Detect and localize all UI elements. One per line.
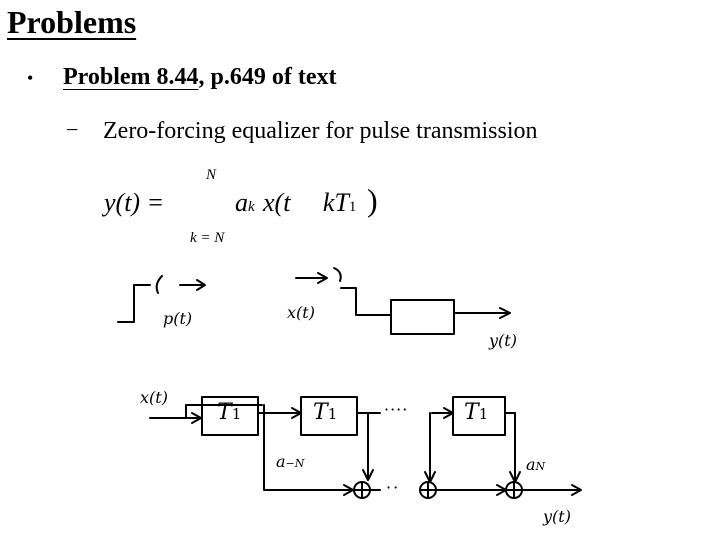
- dash-marker: −: [66, 117, 79, 142]
- equalizer-output-label: y(t): [489, 331, 517, 350]
- tap-4-line: [510, 413, 520, 482]
- adder-chain-2: [436, 485, 506, 495]
- output-line-bottom: [522, 485, 581, 495]
- input-arrow: [180, 280, 205, 290]
- input-bracket: [157, 276, 162, 293]
- delay-label-3: T1: [464, 400, 489, 425]
- tap-last-branch: [505, 413, 515, 480]
- equation-term: x(t kT1: [263, 188, 357, 217]
- output-arrow: [454, 308, 510, 318]
- pulse-waveform: [118, 285, 150, 322]
- tap-2-line: [363, 413, 373, 480]
- equalizer-input-label: x(t): [287, 303, 315, 322]
- adder-ellipsis: ··: [386, 478, 401, 497]
- tap-minus-n-label: a−N: [276, 452, 305, 471]
- mid-arrow: [296, 273, 327, 283]
- equation-coefficient: ak: [235, 188, 255, 217]
- subitem-text: Zero-forcing equalizer for pulse transmission: [103, 118, 538, 144]
- equation-lhs: y(t) =: [104, 188, 165, 217]
- delay-label-1: T1: [217, 400, 242, 425]
- page-title: Problems: [7, 4, 137, 40]
- problem-number: Problem 8.44: [63, 64, 199, 90]
- delay-label-2: T1: [313, 400, 338, 425]
- delay-ellipsis: ····: [384, 400, 409, 419]
- delay-line-output-label: y(t): [543, 507, 571, 526]
- equation-sum-upper: N: [206, 167, 217, 183]
- mid-bracket: [334, 268, 341, 281]
- problem-reference: , p.649 of text: [198, 64, 337, 90]
- delay-line-input-label: x(t): [140, 388, 168, 407]
- tap-3-line: [425, 413, 435, 482]
- bullet-marker: •: [27, 68, 34, 88]
- connector-dots-3: [432, 408, 453, 418]
- equalizer-box: [391, 300, 454, 334]
- equation-sum-lower: k = N: [190, 230, 225, 246]
- pulse-label: p(t): [163, 309, 193, 328]
- feed-line: [341, 288, 390, 315]
- tap-n-label: aN: [526, 455, 546, 474]
- input-line-bottom: [150, 413, 201, 423]
- equation-close-paren: ): [367, 182, 378, 218]
- tap-1-line: [264, 405, 353, 495]
